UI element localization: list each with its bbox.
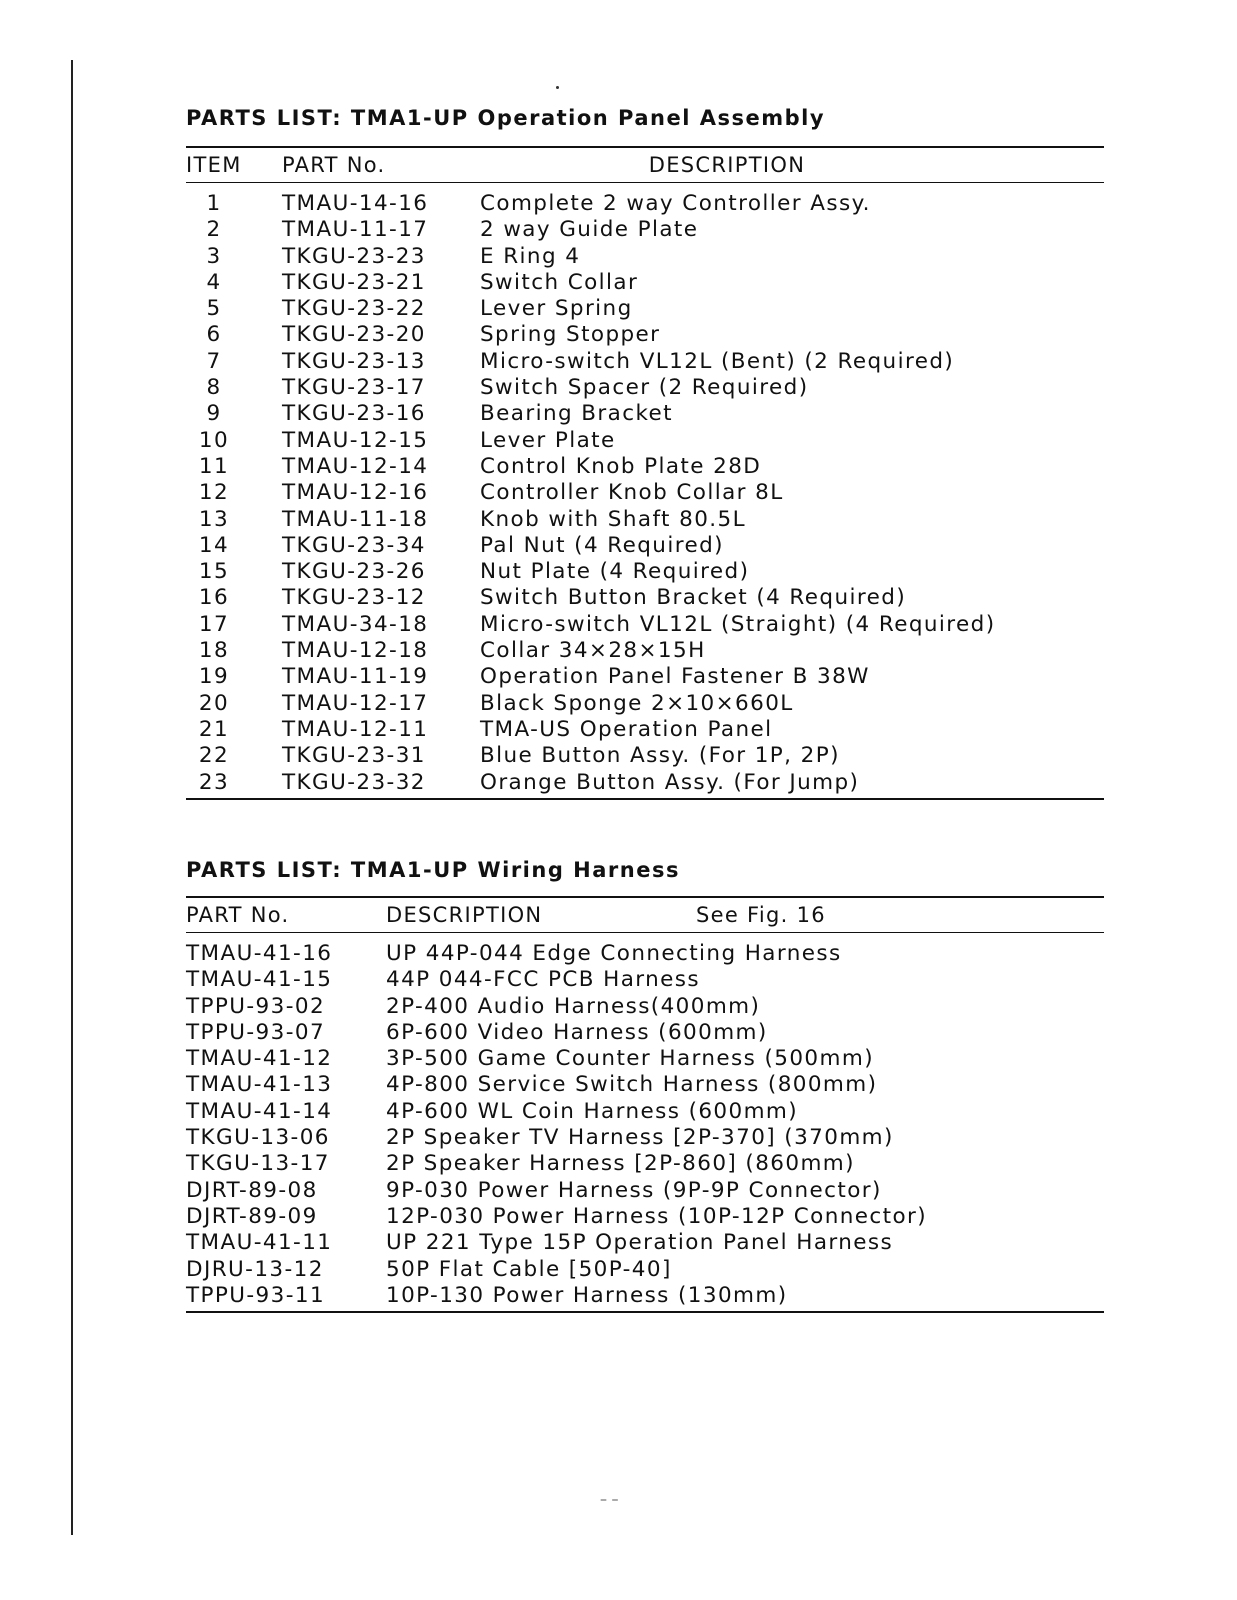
table-row xyxy=(186,717,1104,743)
table-row xyxy=(186,1178,1104,1204)
part-number-cell: TKGU-23-20 xyxy=(282,322,426,348)
item-number-cell: 1 xyxy=(206,191,222,216)
table-row xyxy=(186,322,1104,348)
wiring-harness-title: PARTS LIST: TMA1-UP Wiring Harness xyxy=(186,858,680,882)
description-cell: Switch Button Bracket (4 Required) xyxy=(480,585,907,611)
table-row xyxy=(186,296,1104,322)
table-row xyxy=(186,533,1104,559)
part-number-cell: TKGU-23-17 xyxy=(282,375,426,401)
part-number-cell: TKGU-23-21 xyxy=(282,269,426,295)
item-number-cell: 14 xyxy=(198,532,230,558)
description-cell: Bearing Bracket xyxy=(480,401,673,427)
table-row xyxy=(186,994,1104,1020)
binding-margin-line xyxy=(71,60,73,1535)
description-cell: Lever Plate xyxy=(480,427,616,453)
part-number-cell: TMAU-41-13 xyxy=(186,1072,333,1098)
operation-panel-title: PARTS LIST: TMA1-UP Operation Panel Assembly xyxy=(186,106,826,130)
part-number-cell: DJRU-13-12 xyxy=(186,1256,324,1282)
table-row xyxy=(186,638,1104,664)
table-row xyxy=(186,585,1104,611)
part-number-cell: TMAU-12-18 xyxy=(282,638,429,664)
table-row xyxy=(186,191,1104,217)
description-cell: Switch Collar xyxy=(480,269,639,295)
table-row xyxy=(186,454,1104,480)
table-row xyxy=(186,1204,1104,1230)
part-number-cell: DJRT-89-08 xyxy=(186,1177,318,1203)
description-cell: Complete 2 way Controller Assy. xyxy=(480,191,871,216)
table-row xyxy=(186,559,1104,585)
description-cell: Knob with Shaft 80.5L xyxy=(480,506,746,532)
table-row xyxy=(186,1257,1104,1283)
table-row xyxy=(186,941,1104,967)
item-number-cell: 10 xyxy=(198,427,230,453)
item-number-cell: 11 xyxy=(198,453,230,479)
table-row xyxy=(186,1230,1104,1256)
part-number-cell: TMAU-34-18 xyxy=(282,611,429,637)
item-number-cell: 18 xyxy=(198,638,230,664)
description-cell: Control Knob Plate 28D xyxy=(480,453,762,479)
item-number-cell: 4 xyxy=(206,269,222,295)
item-number-cell: 5 xyxy=(206,296,222,322)
table-row xyxy=(186,1020,1104,1046)
table-row xyxy=(186,244,1104,270)
description-cell: Nut Plate (4 Required) xyxy=(480,559,750,585)
table-row xyxy=(186,1099,1104,1125)
description-cell: E Ring 4 xyxy=(480,243,581,269)
header-description: DESCRIPTION xyxy=(386,903,543,927)
description-cell: Blue Button Assy. (For 1P, 2P) xyxy=(480,743,840,769)
description-cell: Micro-switch VL12L (Bent) (2 Required) xyxy=(480,348,955,374)
part-number-cell: TPPU-93-07 xyxy=(186,1019,326,1045)
part-number-cell: TKGU-13-17 xyxy=(186,1151,330,1177)
header-part-no: PART No. xyxy=(282,153,386,177)
operation-panel-rows xyxy=(186,183,1104,798)
item-number-cell: 17 xyxy=(198,611,230,637)
description-cell: Lever Spring xyxy=(480,296,633,322)
description-cell: 4P-600 WL Coin Harness (600mm) xyxy=(386,1098,799,1124)
description-cell: 12P-030 Power Harness (10P-12P Connector) xyxy=(386,1203,928,1229)
part-number-cell: TKGU-23-32 xyxy=(282,769,426,795)
table-row xyxy=(186,401,1104,427)
table-row xyxy=(186,217,1104,243)
item-number-cell: 3 xyxy=(206,243,222,269)
wiring-harness-parts-list xyxy=(186,856,1104,1313)
item-number-cell: 2 xyxy=(206,217,222,243)
part-number-cell: TMAU-41-12 xyxy=(186,1046,333,1072)
operation-panel-header-row xyxy=(186,148,1104,182)
item-number-cell: 19 xyxy=(198,664,230,690)
part-number-cell: TKGU-23-13 xyxy=(282,348,426,374)
part-number-cell: TMAU-11-19 xyxy=(282,664,429,690)
operation-panel-parts-list xyxy=(186,104,1104,800)
table-bottom-rule xyxy=(186,798,1104,800)
table-row xyxy=(186,270,1104,296)
item-number-cell: 22 xyxy=(198,743,230,769)
scan-speck xyxy=(556,86,559,89)
part-number-cell: TMAU-41-15 xyxy=(186,967,333,993)
part-number-cell: TKGU-13-06 xyxy=(186,1125,330,1151)
description-cell: Collar 34×28×15H xyxy=(480,638,706,664)
description-cell: 9P-030 Power Harness (9P-9P Connector) xyxy=(386,1177,882,1203)
description-cell: 10P-130 Power Harness (130mm) xyxy=(386,1282,788,1308)
part-number-cell: TKGU-23-22 xyxy=(282,296,426,322)
part-number-cell: TMAU-11-17 xyxy=(282,217,429,243)
table-row xyxy=(186,612,1104,638)
description-cell: 2P-400 Audio Harness(400mm) xyxy=(386,993,761,1019)
item-number-cell: 6 xyxy=(206,322,222,348)
part-number-cell: TMAU-41-14 xyxy=(186,1098,333,1124)
item-number-cell: 13 xyxy=(198,506,230,532)
table-row xyxy=(186,480,1104,506)
description-cell: Black Sponge 2×10×660L xyxy=(480,690,794,716)
part-number-cell: TKGU-23-26 xyxy=(282,559,426,585)
description-cell: Operation Panel Fastener B 38W xyxy=(480,664,870,690)
description-cell: 2P Speaker TV Harness [2P-370] (370mm) xyxy=(386,1125,894,1151)
table-row xyxy=(186,428,1104,454)
part-number-cell: TMAU-14-16 xyxy=(282,191,429,216)
description-cell: UP 44P-044 Edge Connecting Harness xyxy=(386,941,842,966)
description-cell: TMA-US Operation Panel xyxy=(480,716,773,742)
table-row xyxy=(186,967,1104,993)
header-item: ITEM xyxy=(186,153,242,177)
description-cell: 44P 044-FCC PCB Harness xyxy=(386,967,700,993)
item-number-cell: 7 xyxy=(206,348,222,374)
part-number-cell: TMAU-12-14 xyxy=(282,453,429,479)
page-number-mark: – – xyxy=(600,1492,619,1508)
description-cell: 2 way Guide Plate xyxy=(480,217,699,243)
part-number-cell: TPPU-93-02 xyxy=(186,993,326,1019)
table-row xyxy=(186,691,1104,717)
item-number-cell: 23 xyxy=(198,769,230,795)
table-row xyxy=(186,1125,1104,1151)
part-number-cell: TKGU-23-12 xyxy=(282,585,426,611)
item-number-cell: 12 xyxy=(198,480,230,506)
description-cell: UP 221 Type 15P Operation Panel Harness xyxy=(386,1230,894,1256)
part-number-cell: DJRT-89-09 xyxy=(186,1203,318,1229)
item-number-cell: 8 xyxy=(206,375,222,401)
table-row xyxy=(186,349,1104,375)
description-cell: 50P Flat Cable [50P-40] xyxy=(386,1256,672,1282)
table-row xyxy=(186,1072,1104,1098)
header-description: DESCRIPTION xyxy=(648,153,806,177)
description-cell: Pal Nut (4 Required) xyxy=(480,532,724,558)
part-number-cell: TMAU-41-16 xyxy=(186,941,333,966)
part-number-cell: TMAU-41-11 xyxy=(186,1230,333,1256)
item-number-cell: 21 xyxy=(198,716,230,742)
item-number-cell: 15 xyxy=(198,559,230,585)
item-number-cell: 16 xyxy=(198,585,230,611)
part-number-cell: TMAU-12-17 xyxy=(282,690,429,716)
part-number-cell: TMAU-12-15 xyxy=(282,427,429,453)
part-number-cell: TKGU-23-23 xyxy=(282,243,426,269)
table-row xyxy=(186,1283,1104,1309)
table-row xyxy=(186,664,1104,690)
part-number-cell: TMAU-11-18 xyxy=(282,506,429,532)
table-row xyxy=(186,1151,1104,1177)
table-row xyxy=(186,743,1104,769)
description-cell: Spring Stopper xyxy=(480,322,661,348)
table-bottom-rule xyxy=(186,1311,1104,1313)
table-row xyxy=(186,1046,1104,1072)
header-part-no: PART No. xyxy=(186,903,290,927)
description-cell: 3P-500 Game Counter Harness (500mm) xyxy=(386,1046,874,1072)
description-cell: 4P-800 Service Switch Harness (800mm) xyxy=(386,1072,878,1098)
description-cell: Controller Knob Collar 8L xyxy=(480,480,784,506)
wiring-harness-header-row xyxy=(186,898,1104,932)
description-cell: Micro-switch VL12L (Straight) (4 Required) xyxy=(480,611,996,637)
part-number-cell: TKGU-23-34 xyxy=(282,532,426,558)
item-number-cell: 9 xyxy=(206,401,222,427)
header-figure-reference: See Fig. 16 xyxy=(696,903,826,927)
table-row xyxy=(186,770,1104,796)
item-number-cell: 20 xyxy=(198,690,230,716)
part-number-cell: TKGU-23-31 xyxy=(282,743,426,769)
part-number-cell: TMAU-12-11 xyxy=(282,716,429,742)
description-cell: Switch Spacer (2 Required) xyxy=(480,375,809,401)
table-row xyxy=(186,375,1104,401)
wiring-harness-rows xyxy=(186,933,1104,1311)
part-number-cell: TKGU-23-16 xyxy=(282,401,426,427)
table-row xyxy=(186,507,1104,533)
description-cell: 2P Speaker Harness [2P-860] (860mm) xyxy=(386,1151,855,1177)
part-number-cell: TMAU-12-16 xyxy=(282,480,429,506)
description-cell: 6P-600 Video Harness (600mm) xyxy=(386,1019,768,1045)
description-cell: Orange Button Assy. (For Jump) xyxy=(480,769,860,795)
part-number-cell: TPPU-93-11 xyxy=(186,1282,326,1308)
